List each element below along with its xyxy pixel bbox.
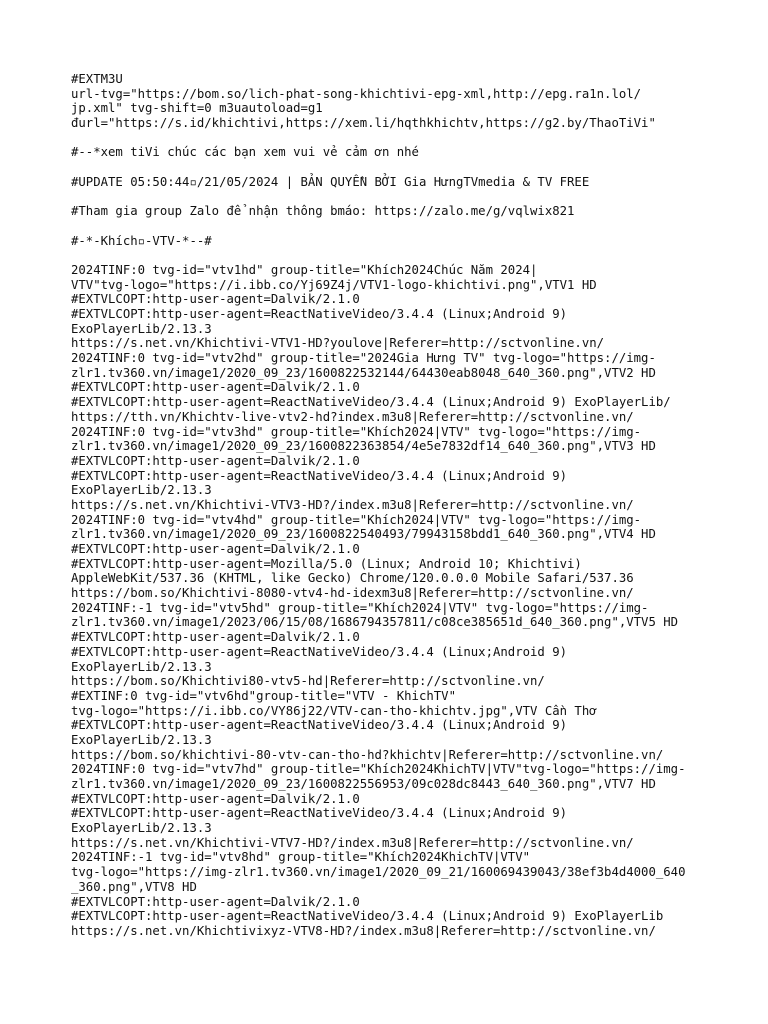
- text-line: #EXTVLCOPT:http-user-agent=Dalvik/2.1.0: [71, 894, 360, 909]
- text-line: #EXTM3U: [71, 72, 123, 86]
- text-line: #EXTVLCOPT:http-user-agent=ReactNativeVideo/3.4.4 (Linux;Android 9) ExoPlayerLib/: [71, 395, 671, 410]
- text-line: #UPDATE 05:50:44▫/21/05/2024 | BẢN QUYỀN BỞI Gia HưngTVmedia & TV FREE: [71, 174, 590, 189]
- text-line: ExoPlayerLib/2.13.3: [71, 659, 212, 674]
- text-line: #EXTVLCOPT:http-user-agent=ReactNativeVideo/3.4.4 (Linux;Android 9): [71, 468, 568, 483]
- text-line: https://bom.so/khichtivi-80-vtv-can-tho-hd?khichtv|Referer=http://sctvonline.vn/: [71, 747, 664, 762]
- text-line: https://s.net.vn/Khichtivi-VTV1-HD?youlove|Referer=http://sctvonline.vn/: [71, 336, 605, 351]
- text-line: #EXTVLCOPT:http-user-agent=ReactNativeVideo/3.4.4 (Linux;Android 9): [71, 718, 568, 733]
- text-line: https://s.net.vn/Khichtivi-VTV7-HD?/index.m3u8|Referer=http://sctvonline.vn/: [71, 835, 634, 850]
- text-line: 2024TINF:-1 tvg-id="vtv8hd" group-title="Khích2024KhichTV|VTV": [71, 850, 531, 865]
- text-line: _360.png",VTV8 HD: [71, 879, 197, 894]
- text-line: zlr1.tv360.vn/image1/2020_09_23/1600822556953/09c028dc8443_640_360.png",VTV7 HD: [71, 777, 656, 791]
- blank-line: [71, 131, 711, 146]
- text-line: #EXTINF:0 tvg-id="vtv6hd"group-title="VTV - KhichTV": [71, 688, 456, 703]
- text-line: #EXTVLCOPT:http-user-agent=Dalvik/2.1.0: [71, 542, 360, 556]
- text-line: 2024TINF:0 tvg-id="vtv3hd" group-title="Khích2024|VTV" tvg-logo="https://img-: [71, 424, 642, 439]
- text-line: 2024TINF:-1 tvg-id="vtv5hd" group-title="Khích2024|VTV" tvg-logo="https://img-: [71, 600, 649, 615]
- text-line: 2024TINF:0 tvg-id="vtv4hd" group-title="Khích2024|VTV" tvg-logo="https://img-: [71, 512, 642, 527]
- text-line: ExoPlayerLib/2.13.3: [71, 821, 212, 836]
- text-line: url-tvg="https://bom.so/lich-phat-song-khichtivi-epg-xml,http://epg.ra1n.lol/: [71, 86, 642, 101]
- text-line: VTV"tvg-logo="https://i.ibb.co/Yj69Z4j/VTV1-logo-khichtivi.png",VTV1 HD: [71, 277, 597, 292]
- text-line: #EXTVLCOPT:http-user-agent=ReactNativeVideo/3.4.4 (Linux;Android 9) ExoPlayerLib: [71, 909, 664, 924]
- text-line: đurl="https://s.id/khichtivi,https://xem.li/hqthkhichtv,https://g2.by/ThaoTiVi": [71, 116, 656, 131]
- text-line: 2024TINF:0 tvg-id="vtv7hd" group-title="Khích2024KhichTV|VTV"tvg-logo="https://img-: [71, 762, 686, 777]
- text-line: zlr1.tv360.vn/image1/2020_09_23/1600822532144/64430eab8048_640_360.png",VTV2 HD: [71, 365, 656, 380]
- text-line: https://bom.so/Khichtivi-8080-vtv4-hd-idexm3u8|Referer=http://sctvonline.vn/: [71, 586, 634, 601]
- text-line: tvg-logo="https://img-zlr1.tv360.vn/image1/2020_09_21/160069439043/38ef3b4d4000_640: [71, 865, 686, 880]
- playlist-text: [71, 72, 711, 939]
- blank-line: [71, 160, 711, 175]
- text-line: https://bom.so/Khichtivi80-vtv5-hd|Referer=http://sctvonline.vn/: [71, 674, 545, 689]
- blank-line: [71, 190, 711, 205]
- blank-line: [71, 248, 711, 263]
- text-line: #Tham gia group Zalo để nhận thông bmáo: https://zalo.me/g/vqlwix821: [71, 204, 575, 219]
- text-line: 2024TINF:0 tvg-id="vtv1hd" group-title="Khích2024Chúc Năm 2024|: [71, 262, 538, 277]
- text-line: #EXTVLCOPT:http-user-agent=ReactNativeVideo/3.4.4 (Linux;Android 9): [71, 644, 568, 659]
- text-line: ExoPlayerLib/2.13.3: [71, 483, 212, 498]
- text-line: https://s.net.vn/Khichtivixyz-VTV8-HD?/index.m3u8|Referer=http://sctvonline.vn/: [71, 923, 656, 938]
- blank-line: [71, 219, 711, 234]
- text-line: #-*-Khích▫-VTV-*--#: [71, 233, 212, 248]
- text-line: https://s.net.vn/Khichtivi-VTV3-HD?/index.m3u8|Referer=http://sctvonline.vn/: [71, 497, 634, 512]
- text-line: zlr1.tv360.vn/image1/2020_09_23/1600822540493/79943158bdd1_640_360.png",VTV4 HD: [71, 527, 656, 542]
- text-line: #EXTVLCOPT:http-user-agent=ReactNativeVideo/3.4.4 (Linux;Android 9): [71, 806, 568, 821]
- text-line: 2024TINF:0 tvg-id="vtv2hd" group-title="2024Gia Hưng TV" tvg-logo="https://img-: [71, 351, 656, 366]
- text-line: #EXTVLCOPT:http-user-agent=Dalvik/2.1.0: [71, 453, 360, 468]
- text-line: #EXTVLCOPT:http-user-agent=Dalvik/2.1.0: [71, 380, 360, 395]
- text-line: ExoPlayerLib/2.13.3: [71, 321, 212, 336]
- text-line: AppleWebKit/537.36 (KHTML, like Gecko) Chrome/120.0.0.0 Mobile Safari/537.36: [71, 571, 634, 586]
- text-line: #EXTVLCOPT:http-user-agent=ReactNativeVideo/3.4.4 (Linux;Android 9): [71, 307, 568, 321]
- text-line: #EXTVLCOPT:http-user-agent=Dalvik/2.1.0: [71, 791, 360, 806]
- text-line: zlr1.tv360.vn/image1/2020_09_23/1600822363854/4e5e7832df14_640_360.png",VTV3 HD: [71, 439, 656, 454]
- text-line: #--*xem tiVi chúc các bạn xem vui vẻ cảm ơn nhé: [71, 145, 419, 160]
- text-line: #EXTVLCOPT:http-user-agent=Mozilla/5.0 (Linux; Android 10; Khichtivi): [71, 556, 582, 571]
- text-line: ExoPlayerLib/2.13.3: [71, 732, 212, 747]
- text-line: jp.xml" tvg-shift=0 m3uautoload=g1: [71, 101, 323, 116]
- text-line: https://tth.vn/Khichtv-live-vtv2-hd?index.m3u8|Referer=http://sctvonline.vn/: [71, 409, 634, 424]
- text-line: #EXTVLCOPT:http-user-agent=Dalvik/2.1.0: [71, 292, 360, 307]
- text-line: #EXTVLCOPT:http-user-agent=Dalvik/2.1.0: [71, 630, 360, 645]
- text-line: tvg-logo="https://i.ibb.co/VY86j22/VTV-can-tho-khichtv.jpg",VTV Cần Thơ: [71, 703, 597, 718]
- text-line: zlr1.tv360.vn/image1/2023/06/15/08/1686794357811/c08ce385651d_640_360.png",VTV5 HD: [71, 615, 679, 630]
